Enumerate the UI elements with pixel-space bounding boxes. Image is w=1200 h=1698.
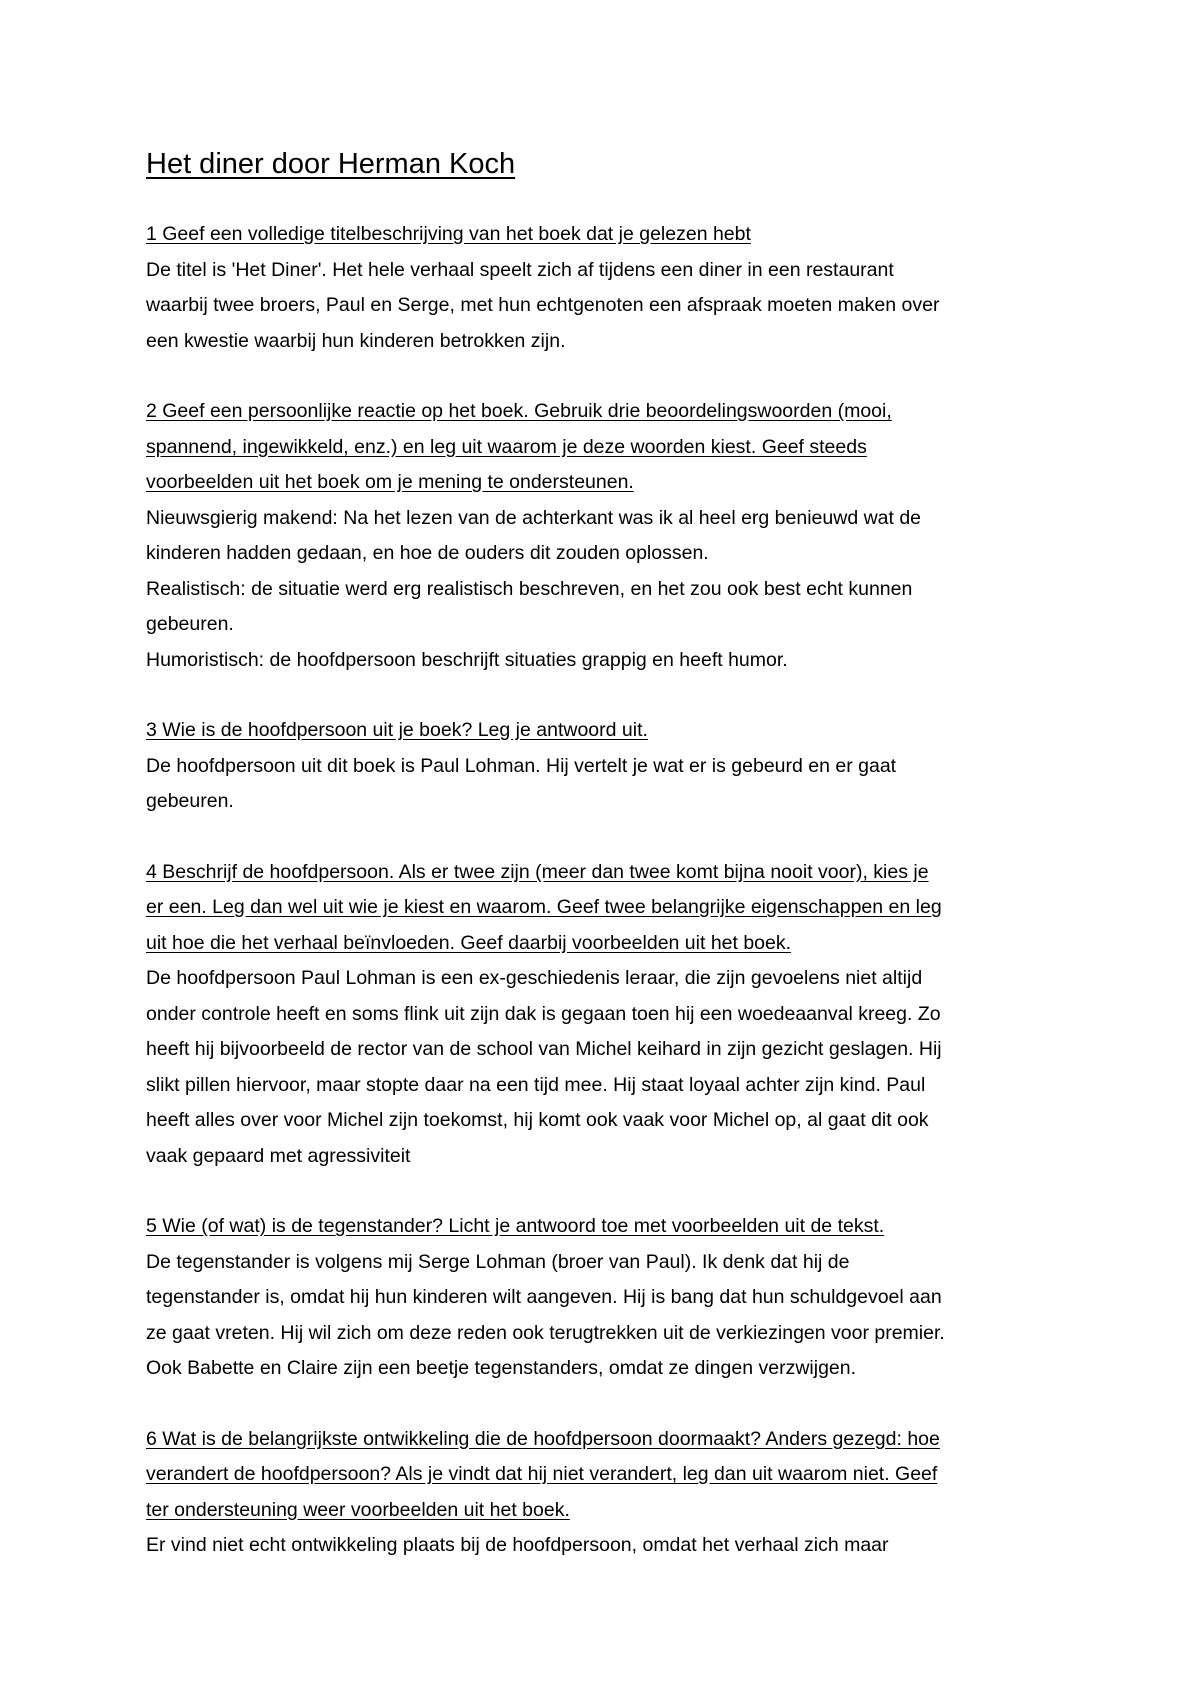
question-line: 6 Wat is de belangrijkste ontwikkeling die de hoofdpersoon doormaakt? Anders gezegd: hoe (146, 1427, 940, 1450)
answer-line: Nieuwsgierig makend: Na het lezen van de achterkant was ik al heel erg benieuwd wat de (146, 506, 922, 529)
answer-line: vaak gepaard met agressiviteit (146, 1144, 411, 1167)
question-line: 1 Geef een volledige titelbeschrijving van het boek dat je gelezen hebt (146, 223, 751, 245)
question-line: 2 Geef een persoonlijke reactie op het boek. Gebruik drie beoordelingswoorden (mooi, (146, 400, 892, 422)
answer-line: De tegenstander is volgens mij Serge Lohman (broer van Paul). Ik denk dat hij de (146, 1250, 850, 1273)
answer-line: Er vind niet echt ontwikkeling plaats bij de hoofdpersoon, omdat het verhaal zich maar (146, 1534, 889, 1556)
section-3 (146, 713, 1086, 820)
question-line: uit hoe die het verhaal beïnvloeden. Geef daarbij voorbeelden uit het boek. (146, 931, 792, 954)
question-line: ter ondersteuning weer voorbeelden uit het boek. (146, 1498, 570, 1521)
answer-line: Ook Babette en Claire zijn een beetje tegenstanders, omdat ze dingen verzwijgen. (146, 1357, 857, 1379)
document-title: Het diner door Herman Koch (146, 148, 516, 180)
section-5 (146, 1209, 1086, 1387)
question-line: voorbeelden uit het boek om je mening te ondersteunen. (146, 471, 634, 493)
answer-line: Realistisch: de situatie werd erg realistisch beschreven, en het zou ook best echt kunnen (146, 577, 913, 600)
question-line: verandert de hoofdpersoon? Als je vindt dat hij niet verandert, leg dan uit waarom niet. Geef (146, 1463, 938, 1485)
question-line: 5 Wie (of wat) is de tegenstander? Licht je antwoord toe met voorbeelden uit de tekst. (146, 1215, 885, 1237)
section-1 (146, 217, 1086, 359)
section-6 (146, 1422, 1086, 1564)
question-line: 3 Wie is de hoofdpersoon uit je boek? Leg je antwoord uit. (146, 719, 648, 741)
answer-line: De hoofdpersoon Paul Lohman is een ex-geschiedenis leraar, die zijn gevoelens niet altijd (146, 967, 923, 989)
answer-line: ze gaat vreten. Hij wil zich om deze reden ook terugtrekken uit de verkiezingen voor premier. (146, 1321, 945, 1344)
answer-line: een kwestie waarbij hun kinderen betrokken zijn. (146, 329, 566, 352)
answer-line: kinderen hadden gedaan, en hoe de ouders dit zouden oplossen. (146, 542, 709, 564)
answer-line: De titel is 'Het Diner'. Het hele verhaal speelt zich af tijdens een diner in een restaurant (146, 258, 894, 281)
section-2 (146, 394, 1086, 678)
answer-line: slikt pillen hiervoor, maar stopte daar na een tijd mee. Hij staat loyaal achter zijn kind. Paul (146, 1073, 926, 1096)
question-line: 4 Beschrijf de hoofdpersoon. Als er twee zijn (meer dan twee komt bijna nooit voor), kies je (146, 860, 929, 883)
answer-line: tegenstander is, omdat hij hun kinderen wilt aangeven. Hij is bang dat hun schuldgevoel aan (146, 1286, 942, 1308)
answer-line: heeft hij bijvoorbeeld de rector van de school van Michel keihard in zijn gezicht geslagen. Hij (146, 1038, 942, 1060)
answer-line: Humoristisch: de hoofdpersoon beschrijft situaties grappig en heeft humor. (146, 648, 788, 671)
answer-line: De hoofdpersoon uit dit boek is Paul Lohman. Hij vertelt je wat er is gebeurd en er gaat (146, 754, 897, 777)
answer-line: waarbij twee broers, Paul en Serge, met hun echtgenoten een afspraak moeten maken over (146, 294, 940, 316)
answer-line: gebeuren. (146, 613, 234, 635)
answer-line: onder controle heeft en soms flink uit zijn dak is gegaan toen hij een woedeaanval kreeg. Zo (146, 1002, 941, 1025)
document-page (146, 145, 1086, 1599)
question-line: er een. Leg dan wel uit wie je kiest en waarom. Geef twee belangrijke eigenschappen en leg (146, 896, 942, 918)
answer-line: gebeuren. (146, 790, 234, 812)
question-line: spannend, ingewikkeld, enz.) en leg uit waarom je deze woorden kiest. Geef steeds (146, 435, 867, 458)
section-4 (146, 855, 1086, 1175)
answer-line: heeft alles over voor Michel zijn toekomst, hij komt ook vaak voor Michel op, al gaat dit ook (146, 1109, 929, 1131)
